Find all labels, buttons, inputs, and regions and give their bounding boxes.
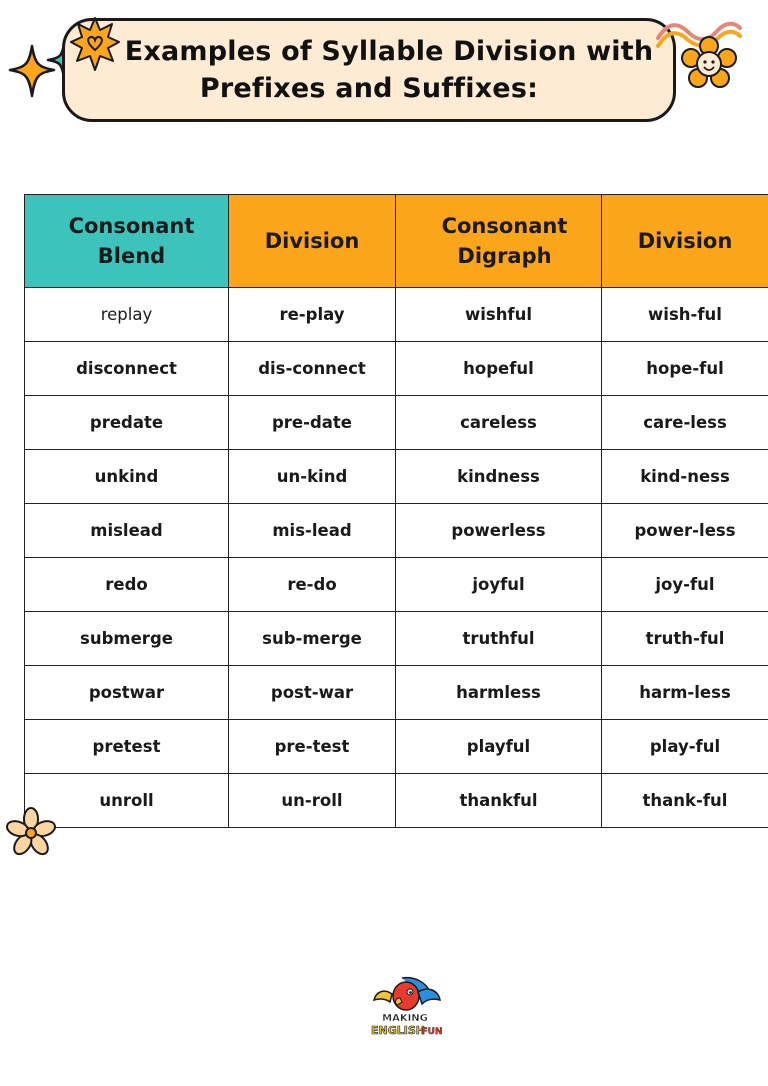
cell-digraph: wishful [396, 288, 602, 342]
cell-blend: replay [25, 288, 229, 342]
cell-division: wish-ful [602, 288, 768, 342]
cell-blend: unkind [25, 450, 229, 504]
cell-blend: pretest [25, 720, 229, 774]
table-row [25, 396, 768, 450]
cell-division: play-ful [602, 720, 768, 774]
cell-division: pre-date [229, 396, 396, 450]
logo-text-fun: FUN [421, 1027, 443, 1037]
cell-division: care-less [602, 396, 768, 450]
table-row [25, 666, 768, 720]
cell-digraph: hopeful [396, 342, 602, 396]
cell-division: thank-ful [602, 774, 768, 828]
table-header-row [25, 195, 768, 288]
cell-digraph: harmless [396, 666, 602, 720]
cell-division: post-war [229, 666, 396, 720]
header-consonant-digraph: Consonant Digraph [396, 195, 602, 288]
cell-digraph: thankful [396, 774, 602, 828]
cell-blend: predate [25, 396, 229, 450]
table-row [25, 720, 768, 774]
cell-blend: redo [25, 558, 229, 612]
cell-division: harm-less [602, 666, 768, 720]
page-title-line2: Prefixes and Suffixes: [199, 73, 539, 104]
header-division-1: Division [229, 195, 396, 288]
cell-digraph: truthful [396, 612, 602, 666]
cell-division: power-less [602, 504, 768, 558]
logo-text-making: MAKING [382, 1013, 428, 1024]
cell-digraph: playful [396, 720, 602, 774]
cell-division: un-kind [229, 450, 396, 504]
cell-blend: disconnect [25, 342, 229, 396]
table-row [25, 612, 768, 666]
smiley-flower-icon [680, 36, 738, 90]
cell-blend: postwar [25, 666, 229, 720]
table-row [25, 774, 768, 828]
page-title-line1: Examples of Syllable Division with [124, 36, 654, 67]
cell-division: mis-lead [229, 504, 396, 558]
cell-digraph: powerless [396, 504, 602, 558]
header-division-2: Division [602, 195, 768, 288]
table-row [25, 342, 768, 396]
cell-division: re-do [229, 558, 396, 612]
cell-division: truth-ful [602, 612, 768, 666]
sun-heart-icon [70, 16, 120, 72]
table-row [25, 450, 768, 504]
cell-division: kind-ness [602, 450, 768, 504]
cell-division: re-play [229, 288, 396, 342]
table-row [25, 558, 768, 612]
cell-division: joy-ful [602, 558, 768, 612]
syllable-division-table [24, 194, 768, 828]
cell-division: dis-connect [229, 342, 396, 396]
cell-blend: mislead [25, 504, 229, 558]
cell-digraph: joyful [396, 558, 602, 612]
cell-division: un-roll [229, 774, 396, 828]
table-row [25, 504, 768, 558]
title-banner [62, 18, 676, 122]
header-consonant-blend: Consonant Blend [25, 195, 229, 288]
cell-digraph: careless [396, 396, 602, 450]
cell-blend: submerge [25, 612, 229, 666]
logo-text-english: ENGLISH [371, 1024, 425, 1037]
table-row [25, 288, 768, 342]
cell-blend: unroll [25, 774, 229, 828]
cell-digraph: kindness [396, 450, 602, 504]
parrot-logo-icon [366, 974, 444, 1044]
cell-division: pre-test [229, 720, 396, 774]
flower-icon [4, 806, 58, 860]
cell-division: hope-ful [602, 342, 768, 396]
cell-division: sub-merge [229, 612, 396, 666]
